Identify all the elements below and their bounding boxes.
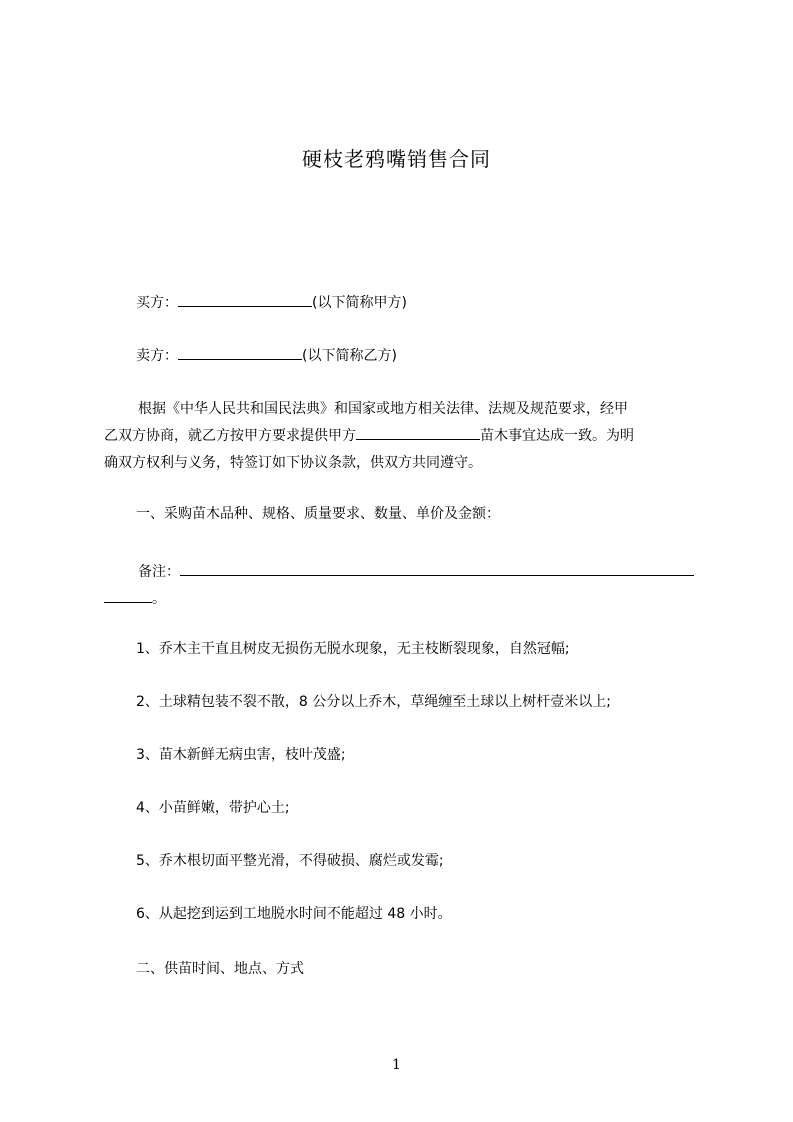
page-number: 1	[392, 1057, 401, 1073]
remark-blank-continued[interactable]	[104, 588, 152, 603]
remark-line-2	[104, 586, 700, 613]
seedling-blank[interactable]	[356, 425, 480, 440]
list-item: 1、乔木主干直且树皮无损伤无脱水现象，无主枝断裂现象，自然冠幅;	[136, 641, 570, 657]
remark-end: 。	[152, 591, 166, 607]
intro-line-3: 确双方权利与义务，特签订如下协议条款，供双方共同遵守。	[104, 455, 482, 471]
buyer-suffix: (以下简称甲方)	[312, 295, 407, 311]
list-item: 4、小苗鲜嫩，带护心土;	[136, 800, 290, 816]
list-item: 2、土球精包装不裂不散，8 公分以上乔木，草绳缠至土球以上树杆壹米以上;	[136, 694, 611, 710]
seller-blank[interactable]	[178, 345, 302, 360]
buyer-label: 买方：	[136, 295, 178, 311]
remark-line-1	[104, 559, 700, 586]
intro-line-2-end: 苗木事宜达成一致。为明	[480, 428, 634, 444]
remark-block	[104, 559, 700, 613]
seller-suffix: (以下简称乙方)	[302, 348, 397, 364]
intro-line-1: 根据《中华人民共和国民法典》和国家或地方相关法律、法规及规范要求，经甲	[138, 401, 628, 417]
intro-paragraph	[104, 396, 700, 477]
list-item: 6、从起挖到运到工地脱水时间不能超过 48 小时。	[136, 906, 452, 922]
section-1-heading: 一、采购苗木品种、规格、质量要求、数量、单价及金额：	[136, 506, 500, 522]
buyer-line	[136, 292, 407, 312]
section-2-heading: 二、供苗时间、地点、方式	[136, 961, 304, 977]
list-item: 3、苗木新鲜无病虫害，枝叶茂盛;	[136, 747, 346, 763]
seller-line	[136, 345, 397, 365]
buyer-blank[interactable]	[178, 292, 312, 307]
remark-label: 备注：	[138, 564, 180, 580]
intro-line-2-start: 乙双方协商，就乙方按甲方要求提供甲方	[104, 428, 356, 444]
document-title: 硬枝老鸦嘴销售合同	[302, 147, 491, 171]
list-item: 5、乔木根切面平整光滑，不得破损、腐烂或发霉;	[136, 853, 444, 869]
remark-blank[interactable]	[180, 561, 694, 576]
seller-label: 卖方：	[136, 348, 178, 364]
intro-line-2	[104, 423, 700, 450]
